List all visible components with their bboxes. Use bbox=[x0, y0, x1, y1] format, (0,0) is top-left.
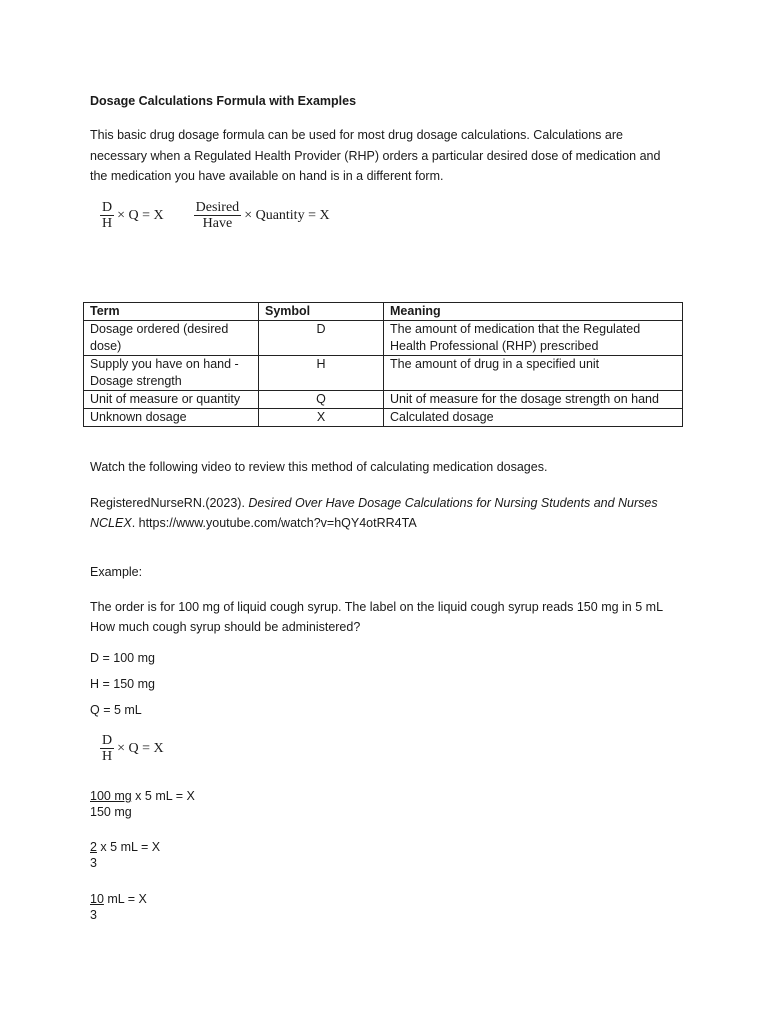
formula1-denominator: H bbox=[102, 216, 113, 231]
step3-denominator: 3 bbox=[90, 908, 97, 922]
given-h: H = 150 mg bbox=[90, 677, 155, 691]
cell-term: Unknown dosage bbox=[84, 409, 259, 427]
example-formula-denominator: H bbox=[102, 749, 113, 764]
cell-symbol: Q bbox=[259, 391, 384, 409]
header-meaning: Meaning bbox=[384, 303, 683, 321]
cell-symbol: X bbox=[259, 409, 384, 427]
formula1-fraction bbox=[100, 200, 114, 231]
intro-paragraph: This basic drug dosage formula can be used for most drug dosage calculations. Calculations are necessary when a Regulated Health Provider (RHP) orders a particular desired dose of medication and the medication you have available on hand is in a different form. bbox=[90, 128, 661, 183]
formula2-denominator: Have bbox=[202, 216, 233, 231]
formula1-rest: × Q = X bbox=[117, 207, 164, 223]
step2-rest: x 5 mL = X bbox=[96, 840, 161, 854]
cell-symbol: H bbox=[259, 356, 384, 391]
header-term: Term bbox=[84, 303, 259, 321]
document-title: Dosage Calculations Formula with Examples bbox=[90, 94, 357, 108]
example-formula-fraction bbox=[100, 733, 114, 764]
example-formula-rest: × Q = X bbox=[117, 740, 164, 756]
formula2-rest: × Quantity = X bbox=[244, 207, 330, 223]
table-row bbox=[84, 356, 683, 391]
example-formula bbox=[100, 733, 164, 764]
reference-url[interactable]: . https://www.youtube.com/watch?v=hQY4otRR4TA bbox=[131, 516, 417, 530]
reference-title: Desired Over Have Dosage Calculations for Nursing Students and Nurses NCLEX bbox=[90, 496, 658, 530]
table-header-row bbox=[84, 303, 683, 321]
terms-table bbox=[83, 302, 683, 427]
example-label: Example: bbox=[90, 565, 143, 579]
formula1-numerator: D bbox=[102, 200, 113, 215]
cell-meaning: Unit of measure for the dosage strength on hand bbox=[384, 391, 683, 409]
calculation-step-1 bbox=[90, 788, 195, 820]
step2-numerator: 2 bbox=[90, 840, 97, 854]
example-formula-numerator: D bbox=[102, 733, 113, 748]
calculation-step-2 bbox=[90, 839, 160, 871]
cell-symbol: D bbox=[259, 321, 384, 356]
example-question: The order is for 100 mg of liquid cough syrup. The label on the liquid cough syrup reads 150 mg in 5 mL How much cough syrup should be administered? bbox=[90, 600, 663, 634]
cell-term: Dosage ordered (desired dose) bbox=[84, 321, 259, 356]
table-row bbox=[84, 409, 683, 427]
cell-meaning: The amount of drug in a specified unit bbox=[384, 356, 683, 391]
formula2-fraction bbox=[194, 200, 242, 231]
step3-numerator: 10 bbox=[90, 892, 104, 906]
step1-rest: x 5 mL = X bbox=[131, 789, 195, 803]
cell-meaning: The amount of medication that the Regulated Health Professional (RHP) prescribed bbox=[384, 321, 683, 356]
cell-term: Unit of measure or quantity bbox=[84, 391, 259, 409]
step1-denominator: 150 mg bbox=[90, 805, 132, 819]
calculation-step-3 bbox=[90, 891, 147, 923]
video-reference bbox=[90, 493, 680, 533]
header-symbol: Symbol bbox=[259, 303, 384, 321]
formula2-numerator: Desired bbox=[195, 200, 240, 215]
given-q: Q = 5 mL bbox=[90, 703, 142, 717]
video-note: Watch the following video to review this method of calculating medication dosages. bbox=[90, 460, 548, 474]
step1-numerator: 100 mg bbox=[90, 789, 132, 803]
cell-meaning: Calculated dosage bbox=[384, 409, 683, 427]
formula-row bbox=[100, 200, 330, 231]
given-d: D = 100 mg bbox=[90, 651, 155, 665]
reference-author: RegisteredNurseRN.(2023). bbox=[90, 496, 249, 510]
cell-term: Supply you have on hand - Dosage strength bbox=[84, 356, 259, 391]
step2-denominator: 3 bbox=[90, 856, 97, 870]
table-row bbox=[84, 321, 683, 356]
step3-rest: mL = X bbox=[103, 892, 147, 906]
table-row bbox=[84, 391, 683, 409]
